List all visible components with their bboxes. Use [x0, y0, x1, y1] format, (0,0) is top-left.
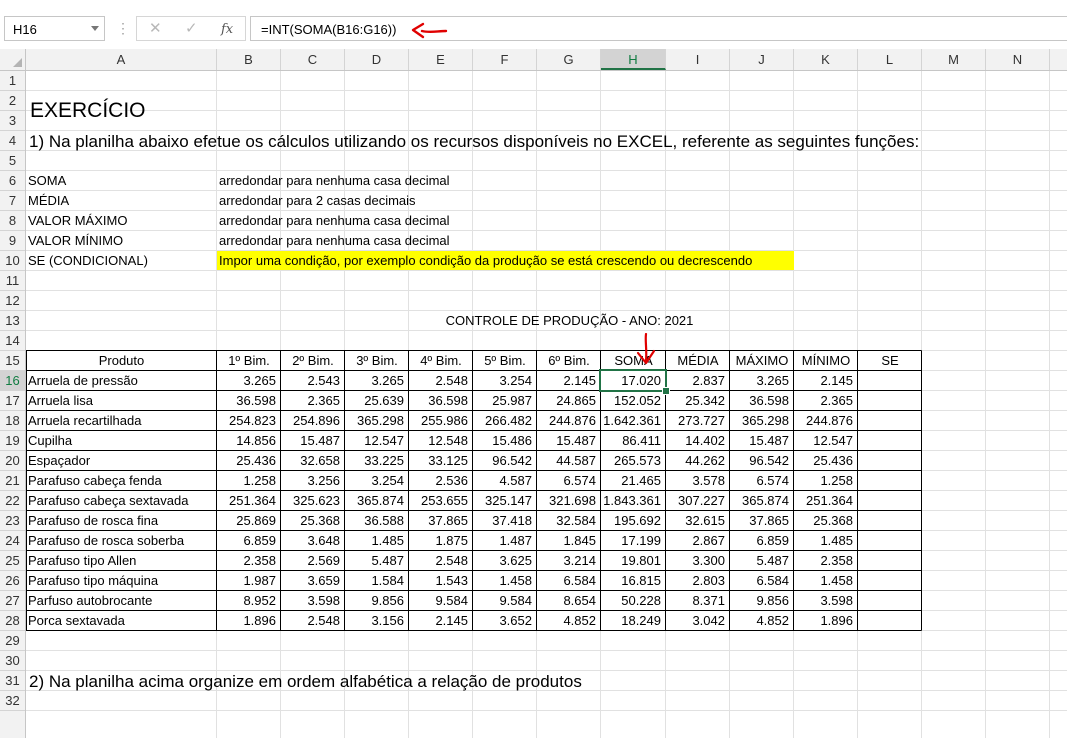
table-cell[interactable]: 1.584 — [371, 573, 404, 588]
function-name[interactable]: VALOR MÁXIMO — [28, 213, 128, 228]
table-cell[interactable]: 17.199 — [621, 533, 661, 548]
column-header-k[interactable]: K — [794, 49, 858, 70]
column-header-c[interactable]: C — [281, 49, 345, 70]
row-header-6[interactable]: 6 — [0, 171, 25, 191]
table-cell[interactable]: 21.465 — [621, 473, 661, 488]
table-cell[interactable]: 6.584 — [756, 573, 789, 588]
active-cell-selection[interactable] — [599, 369, 667, 392]
table-cell[interactable]: 9.856 — [371, 593, 404, 608]
table-cell[interactable]: 365.298 — [742, 413, 789, 428]
table-cell[interactable]: 15.487 — [749, 433, 789, 448]
row-header-25[interactable]: 25 — [0, 551, 25, 571]
table-cell[interactable]: 253.655 — [421, 493, 468, 508]
table-header[interactable]: 6º Bim. — [548, 353, 590, 368]
table-cell[interactable]: 266.482 — [485, 413, 532, 428]
table-cell[interactable]: 2.145 — [820, 373, 853, 388]
product-name[interactable]: Parafuso cabeça sextavada — [28, 493, 189, 508]
table-cell[interactable]: 2.867 — [692, 533, 725, 548]
table-cell[interactable]: 6.859 — [756, 533, 789, 548]
function-name[interactable]: SE (CONDICIONAL) — [28, 253, 148, 268]
row-header-2[interactable]: 2 — [0, 91, 25, 111]
question-2[interactable]: 2) Na planilha acima organize em ordem alfabética a relação de produtos — [29, 672, 582, 691]
row-header-5[interactable]: 5 — [0, 151, 25, 171]
cancel-icon[interactable]: ✕ — [149, 20, 162, 37]
table-cell[interactable]: 3.265 — [756, 373, 789, 388]
column-header-j[interactable]: J — [730, 49, 794, 70]
table-cell[interactable]: 2.145 — [563, 373, 596, 388]
table-cell[interactable]: 307.227 — [678, 493, 725, 508]
table-cell[interactable]: 17.020 — [621, 373, 661, 388]
column-header-b[interactable]: B — [217, 49, 281, 70]
table-cell[interactable]: 254.823 — [229, 413, 276, 428]
sheet-title[interactable]: EXERCÍCIO — [30, 99, 146, 122]
table-cell[interactable]: 2.548 — [435, 553, 468, 568]
table-cell[interactable]: 1.896 — [243, 613, 276, 628]
product-name[interactable]: Parafuso tipo máquina — [28, 573, 159, 588]
table-cell[interactable]: 1.487 — [499, 533, 532, 548]
function-desc[interactable]: arredondar para nenhuma casa decimal — [219, 213, 450, 228]
table-cell[interactable]: 254.896 — [293, 413, 340, 428]
row-header-8[interactable]: 8 — [0, 211, 25, 231]
table-cell[interactable]: 2.145 — [435, 613, 468, 628]
table-cell[interactable]: 33.225 — [364, 453, 404, 468]
product-name[interactable]: Espaçador — [28, 453, 91, 468]
table-header[interactable]: MÍNIMO — [801, 353, 851, 368]
table-cell[interactable]: 3.300 — [692, 553, 725, 568]
question-1[interactable]: 1) Na planilha abaixo efetue os cálculos utilizando os recursos disponíveis no EXCEL, referente as seguintes funções: — [29, 132, 920, 151]
table-cell[interactable]: 14.402 — [685, 433, 725, 448]
table-cell[interactable]: 36.598 — [236, 393, 276, 408]
row-header-4[interactable]: 4 — [0, 131, 25, 151]
row-header-16[interactable]: 16 — [0, 371, 25, 391]
column-header-i[interactable]: I — [666, 49, 730, 70]
table-cell[interactable]: 6.574 — [756, 473, 789, 488]
more-icon[interactable]: ⋮ — [116, 20, 130, 36]
row-header-19[interactable]: 19 — [0, 431, 25, 451]
table-cell[interactable]: 244.876 — [549, 413, 596, 428]
table-cell[interactable]: 36.598 — [428, 393, 468, 408]
table-header[interactable]: SE — [881, 353, 899, 368]
table-cell[interactable]: 1.843.361 — [603, 493, 661, 508]
table-cell[interactable]: 1.458 — [499, 573, 532, 588]
table-cell[interactable]: 1.875 — [435, 533, 468, 548]
row-header-22[interactable]: 22 — [0, 491, 25, 511]
table-cell[interactable]: 325.623 — [293, 493, 340, 508]
row-header-13[interactable]: 13 — [0, 311, 25, 331]
function-desc[interactable]: Impor uma condição, por exemplo condição da produção se está crescendo ou decrescendo — [219, 253, 753, 268]
table-cell[interactable]: 32.615 — [685, 513, 725, 528]
table-cell[interactable]: 1.543 — [435, 573, 468, 588]
table-cell[interactable]: 12.547 — [364, 433, 404, 448]
function-name[interactable]: SOMA — [28, 173, 67, 188]
column-header-h[interactable]: H — [601, 49, 666, 70]
table-cell[interactable]: 4.852 — [756, 613, 789, 628]
table-cell[interactable]: 37.418 — [492, 513, 532, 528]
table-cell[interactable]: 4.587 — [499, 473, 532, 488]
formula-input[interactable] — [250, 16, 1067, 41]
table-cell[interactable]: 1.458 — [820, 573, 853, 588]
table-cell[interactable]: 32.658 — [300, 453, 340, 468]
row-header-11[interactable]: 11 — [0, 271, 25, 291]
row-header-14[interactable]: 14 — [0, 331, 25, 351]
product-name[interactable]: Parafuso de rosca soberba — [28, 533, 185, 548]
table-cell[interactable]: 195.692 — [614, 513, 661, 528]
formula-buttons — [136, 16, 246, 41]
select-all-icon — [13, 58, 22, 67]
table-cell[interactable]: 25.987 — [492, 393, 532, 408]
table-cell[interactable]: 5.487 — [756, 553, 789, 568]
table-cell[interactable]: 3.254 — [371, 473, 404, 488]
table-cell[interactable]: 4.852 — [563, 613, 596, 628]
table-cell[interactable]: 3.265 — [243, 373, 276, 388]
product-name[interactable]: Parafuso cabeça fenda — [28, 473, 162, 488]
column-headers — [0, 49, 1067, 71]
table-header[interactable]: MÁXIMO — [735, 353, 789, 368]
table-header[interactable]: 5º Bim. — [484, 353, 526, 368]
table-cell[interactable]: 244.876 — [806, 413, 853, 428]
table-cell[interactable]: 8.371 — [692, 593, 725, 608]
table-cell[interactable]: 2.548 — [435, 373, 468, 388]
table-header[interactable]: 4º Bim. — [420, 353, 462, 368]
table-cell[interactable]: 9.584 — [499, 593, 532, 608]
table-cell[interactable]: 152.052 — [614, 393, 661, 408]
gridline — [985, 71, 986, 738]
gridline — [26, 710, 1067, 711]
table-cell[interactable]: 16.815 — [621, 573, 661, 588]
name-box-value: H16 — [13, 22, 37, 37]
table-cell[interactable]: 36.598 — [749, 393, 789, 408]
row-header-12[interactable]: 12 — [0, 291, 25, 311]
table-cell[interactable]: 12.548 — [428, 433, 468, 448]
row-header-1[interactable]: 1 — [0, 71, 25, 91]
table-cell[interactable]: 32.584 — [556, 513, 596, 528]
row-header-15[interactable]: 15 — [0, 351, 25, 371]
table-cell[interactable]: 265.573 — [614, 453, 661, 468]
function-name[interactable]: MÉDIA — [28, 193, 70, 208]
table-header[interactable]: 2º Bim. — [292, 353, 334, 368]
worksheet-grid[interactable] — [26, 71, 1067, 738]
table-cell[interactable]: 3.256 — [307, 473, 340, 488]
column-header-d[interactable]: D — [345, 49, 409, 70]
table-cell[interactable]: 3.156 — [371, 613, 404, 628]
table-cell[interactable]: 273.727 — [678, 413, 725, 428]
table-cell[interactable]: 12.547 — [813, 433, 853, 448]
table-cell[interactable]: 25.869 — [236, 513, 276, 528]
table-cell[interactable]: 3.652 — [499, 613, 532, 628]
product-name[interactable]: Porca sextavada — [28, 613, 125, 628]
table-cell[interactable]: 2.548 — [307, 613, 340, 628]
table-cell[interactable]: 255.986 — [421, 413, 468, 428]
column-header-m[interactable]: M — [922, 49, 986, 70]
table-cell[interactable]: 37.865 — [749, 513, 789, 528]
table-cell[interactable]: 2.803 — [692, 573, 725, 588]
table-cell[interactable]: 2.365 — [307, 393, 340, 408]
product-name[interactable]: Cupilha — [28, 433, 73, 448]
column-header-a[interactable]: A — [26, 49, 217, 70]
table-cell[interactable]: 2.837 — [692, 373, 725, 388]
table-cell[interactable]: 2.543 — [307, 373, 340, 388]
table-cell[interactable]: 3.659 — [307, 573, 340, 588]
row-header-28[interactable]: 28 — [0, 611, 25, 631]
table-cell[interactable]: 3.648 — [307, 533, 340, 548]
row-header-7[interactable]: 7 — [0, 191, 25, 211]
table-header[interactable]: SOMA — [614, 353, 653, 368]
table-cell[interactable]: 96.542 — [492, 453, 532, 468]
table-cell[interactable]: 44.262 — [685, 453, 725, 468]
table-cell[interactable]: 6.859 — [243, 533, 276, 548]
row-header-31[interactable]: 31 — [0, 671, 25, 691]
fill-handle[interactable] — [662, 387, 670, 395]
table-cell[interactable]: 2.365 — [820, 393, 853, 408]
table-cell[interactable]: 2.358 — [820, 553, 853, 568]
table-cell[interactable]: 25.342 — [685, 393, 725, 408]
row-header-29[interactable]: 29 — [0, 631, 25, 651]
row-header-3[interactable]: 3 — [0, 111, 25, 131]
gridline — [1049, 71, 1050, 738]
table-cell[interactable]: 25.436 — [813, 453, 853, 468]
table-cell[interactable]: 3.625 — [499, 553, 532, 568]
table-cell[interactable]: 86.411 — [622, 433, 661, 448]
red-arrow-annotation-icon — [634, 333, 658, 367]
table-cell[interactable]: 15.487 — [300, 433, 340, 448]
table-header[interactable]: 3º Bim. — [356, 353, 398, 368]
table-cell[interactable]: 2.536 — [435, 473, 468, 488]
column-header-g[interactable]: G — [537, 49, 601, 70]
table-cell[interactable]: 14.856 — [236, 433, 276, 448]
table-header[interactable]: 1º Bim. — [228, 353, 270, 368]
table-cell[interactable]: 44.587 — [556, 453, 596, 468]
table-cell[interactable]: 2.569 — [307, 553, 340, 568]
table-cell[interactable]: 1.845 — [563, 533, 596, 548]
table-cell[interactable]: 9.584 — [435, 593, 468, 608]
table-cell[interactable]: 3.042 — [692, 613, 725, 628]
row-header-9[interactable]: 9 — [0, 231, 25, 251]
table-cell[interactable]: 1.485 — [820, 533, 853, 548]
table-cell[interactable]: 3.265 — [371, 373, 404, 388]
formula-text: =INT(SOMA(B16:G16)) — [261, 22, 397, 37]
check-icon[interactable]: ✓ — [185, 20, 198, 37]
table-cell[interactable]: 6.574 — [563, 473, 596, 488]
table-cell[interactable]: 251.364 — [229, 493, 276, 508]
product-name[interactable]: Arruela recartilhada — [28, 413, 142, 428]
gridline — [26, 650, 1067, 651]
table-cell[interactable]: 251.364 — [806, 493, 853, 508]
table-cell[interactable]: 3.578 — [692, 473, 725, 488]
table-cell[interactable]: 325.147 — [485, 493, 532, 508]
column-header-n[interactable]: N — [986, 49, 1050, 70]
table-cell[interactable]: 15.487 — [556, 433, 596, 448]
table-cell[interactable]: 1.987 — [243, 573, 276, 588]
table-cell[interactable]: 15.486 — [492, 433, 532, 448]
column-header-e[interactable]: E — [409, 49, 473, 70]
function-name[interactable]: VALOR MÍNIMO — [28, 233, 124, 248]
table-cell[interactable]: 18.249 — [621, 613, 661, 628]
table-title[interactable]: CONTROLE DE PRODUÇÃO - ANO: 2021 — [445, 313, 694, 328]
product-name[interactable]: Parfuso autobrocante — [28, 593, 153, 608]
table-cell[interactable]: 37.865 — [428, 513, 468, 528]
row-header-17[interactable]: 17 — [0, 391, 25, 411]
table-cell[interactable]: 25.368 — [813, 513, 853, 528]
table-cell[interactable]: 33.125 — [428, 453, 468, 468]
row-header-20[interactable]: 20 — [0, 451, 25, 471]
select-all-button[interactable] — [0, 49, 26, 70]
product-name[interactable]: Arruela de pressão — [28, 373, 138, 388]
table-cell[interactable]: 1.485 — [371, 533, 404, 548]
table-cell[interactable]: 1.642.361 — [603, 413, 661, 428]
table-cell[interactable]: 8.952 — [243, 593, 276, 608]
row-header-10[interactable]: 10 — [0, 251, 25, 271]
function-desc[interactable]: arredondar para 2 casas decimais — [219, 193, 416, 208]
product-name[interactable]: Parafuso de rosca fina — [28, 513, 159, 528]
table-header[interactable]: Produto — [98, 353, 145, 368]
column-header-f[interactable]: F — [473, 49, 537, 70]
table-cell[interactable]: 1.896 — [820, 613, 853, 628]
table-cell[interactable]: 3.254 — [499, 373, 532, 388]
table-cell[interactable]: 19.801 — [621, 553, 661, 568]
product-name[interactable]: Arruela lisa — [28, 393, 94, 408]
table-cell[interactable]: 2.358 — [243, 553, 276, 568]
table-cell[interactable]: 5.487 — [371, 553, 404, 568]
table-header[interactable]: MÉDIA — [677, 353, 719, 368]
table-cell[interactable]: 1.258 — [820, 473, 853, 488]
gridline — [26, 670, 1067, 671]
row-header-32[interactable]: 32 — [0, 691, 25, 711]
table-cell[interactable]: 25.368 — [300, 513, 340, 528]
row-header-24[interactable]: 24 — [0, 531, 25, 551]
table-cell[interactable]: 9.856 — [756, 593, 789, 608]
row-header-30[interactable]: 30 — [0, 651, 25, 671]
table-cell[interactable]: 1.258 — [243, 473, 276, 488]
table-cell[interactable]: 24.865 — [556, 393, 596, 408]
table-cell[interactable]: 36.588 — [364, 513, 404, 528]
row-header-26[interactable]: 26 — [0, 571, 25, 591]
table-cell[interactable]: 8.654 — [563, 593, 596, 608]
chevron-down-icon[interactable] — [91, 26, 99, 31]
row-header-23[interactable]: 23 — [0, 511, 25, 531]
table-cell[interactable]: 365.298 — [357, 413, 404, 428]
red-arrow-annotation-icon — [408, 19, 450, 41]
row-header-21[interactable]: 21 — [0, 471, 25, 491]
row-header-18[interactable]: 18 — [0, 411, 25, 431]
table-cell[interactable]: 6.584 — [563, 573, 596, 588]
function-desc[interactable]: arredondar para nenhuma casa decimal — [219, 233, 450, 248]
table-cell[interactable]: 25.436 — [236, 453, 276, 468]
table-cell[interactable]: 25.639 — [364, 393, 404, 408]
table-cell[interactable]: 3.598 — [820, 593, 853, 608]
product-name[interactable]: Parafuso tipo Allen — [28, 553, 137, 568]
function-desc[interactable]: arredondar para nenhuma casa decimal — [219, 173, 450, 188]
table-border — [26, 71, 924, 632]
table-cell[interactable]: 365.874 — [742, 493, 789, 508]
table-cell[interactable]: 3.598 — [307, 593, 340, 608]
insert-function-icon[interactable]: fx — [221, 22, 234, 37]
row-header-27[interactable]: 27 — [0, 591, 25, 611]
table-cell[interactable]: 96.542 — [749, 453, 789, 468]
table-cell[interactable]: 3.214 — [563, 553, 596, 568]
table-cell[interactable]: 50.228 — [621, 593, 661, 608]
table-cell[interactable]: 321.698 — [549, 493, 596, 508]
table-cell[interactable]: 365.874 — [357, 493, 404, 508]
column-header-l[interactable]: L — [858, 49, 922, 70]
name-box[interactable] — [4, 16, 105, 41]
row-headers — [0, 71, 26, 738]
